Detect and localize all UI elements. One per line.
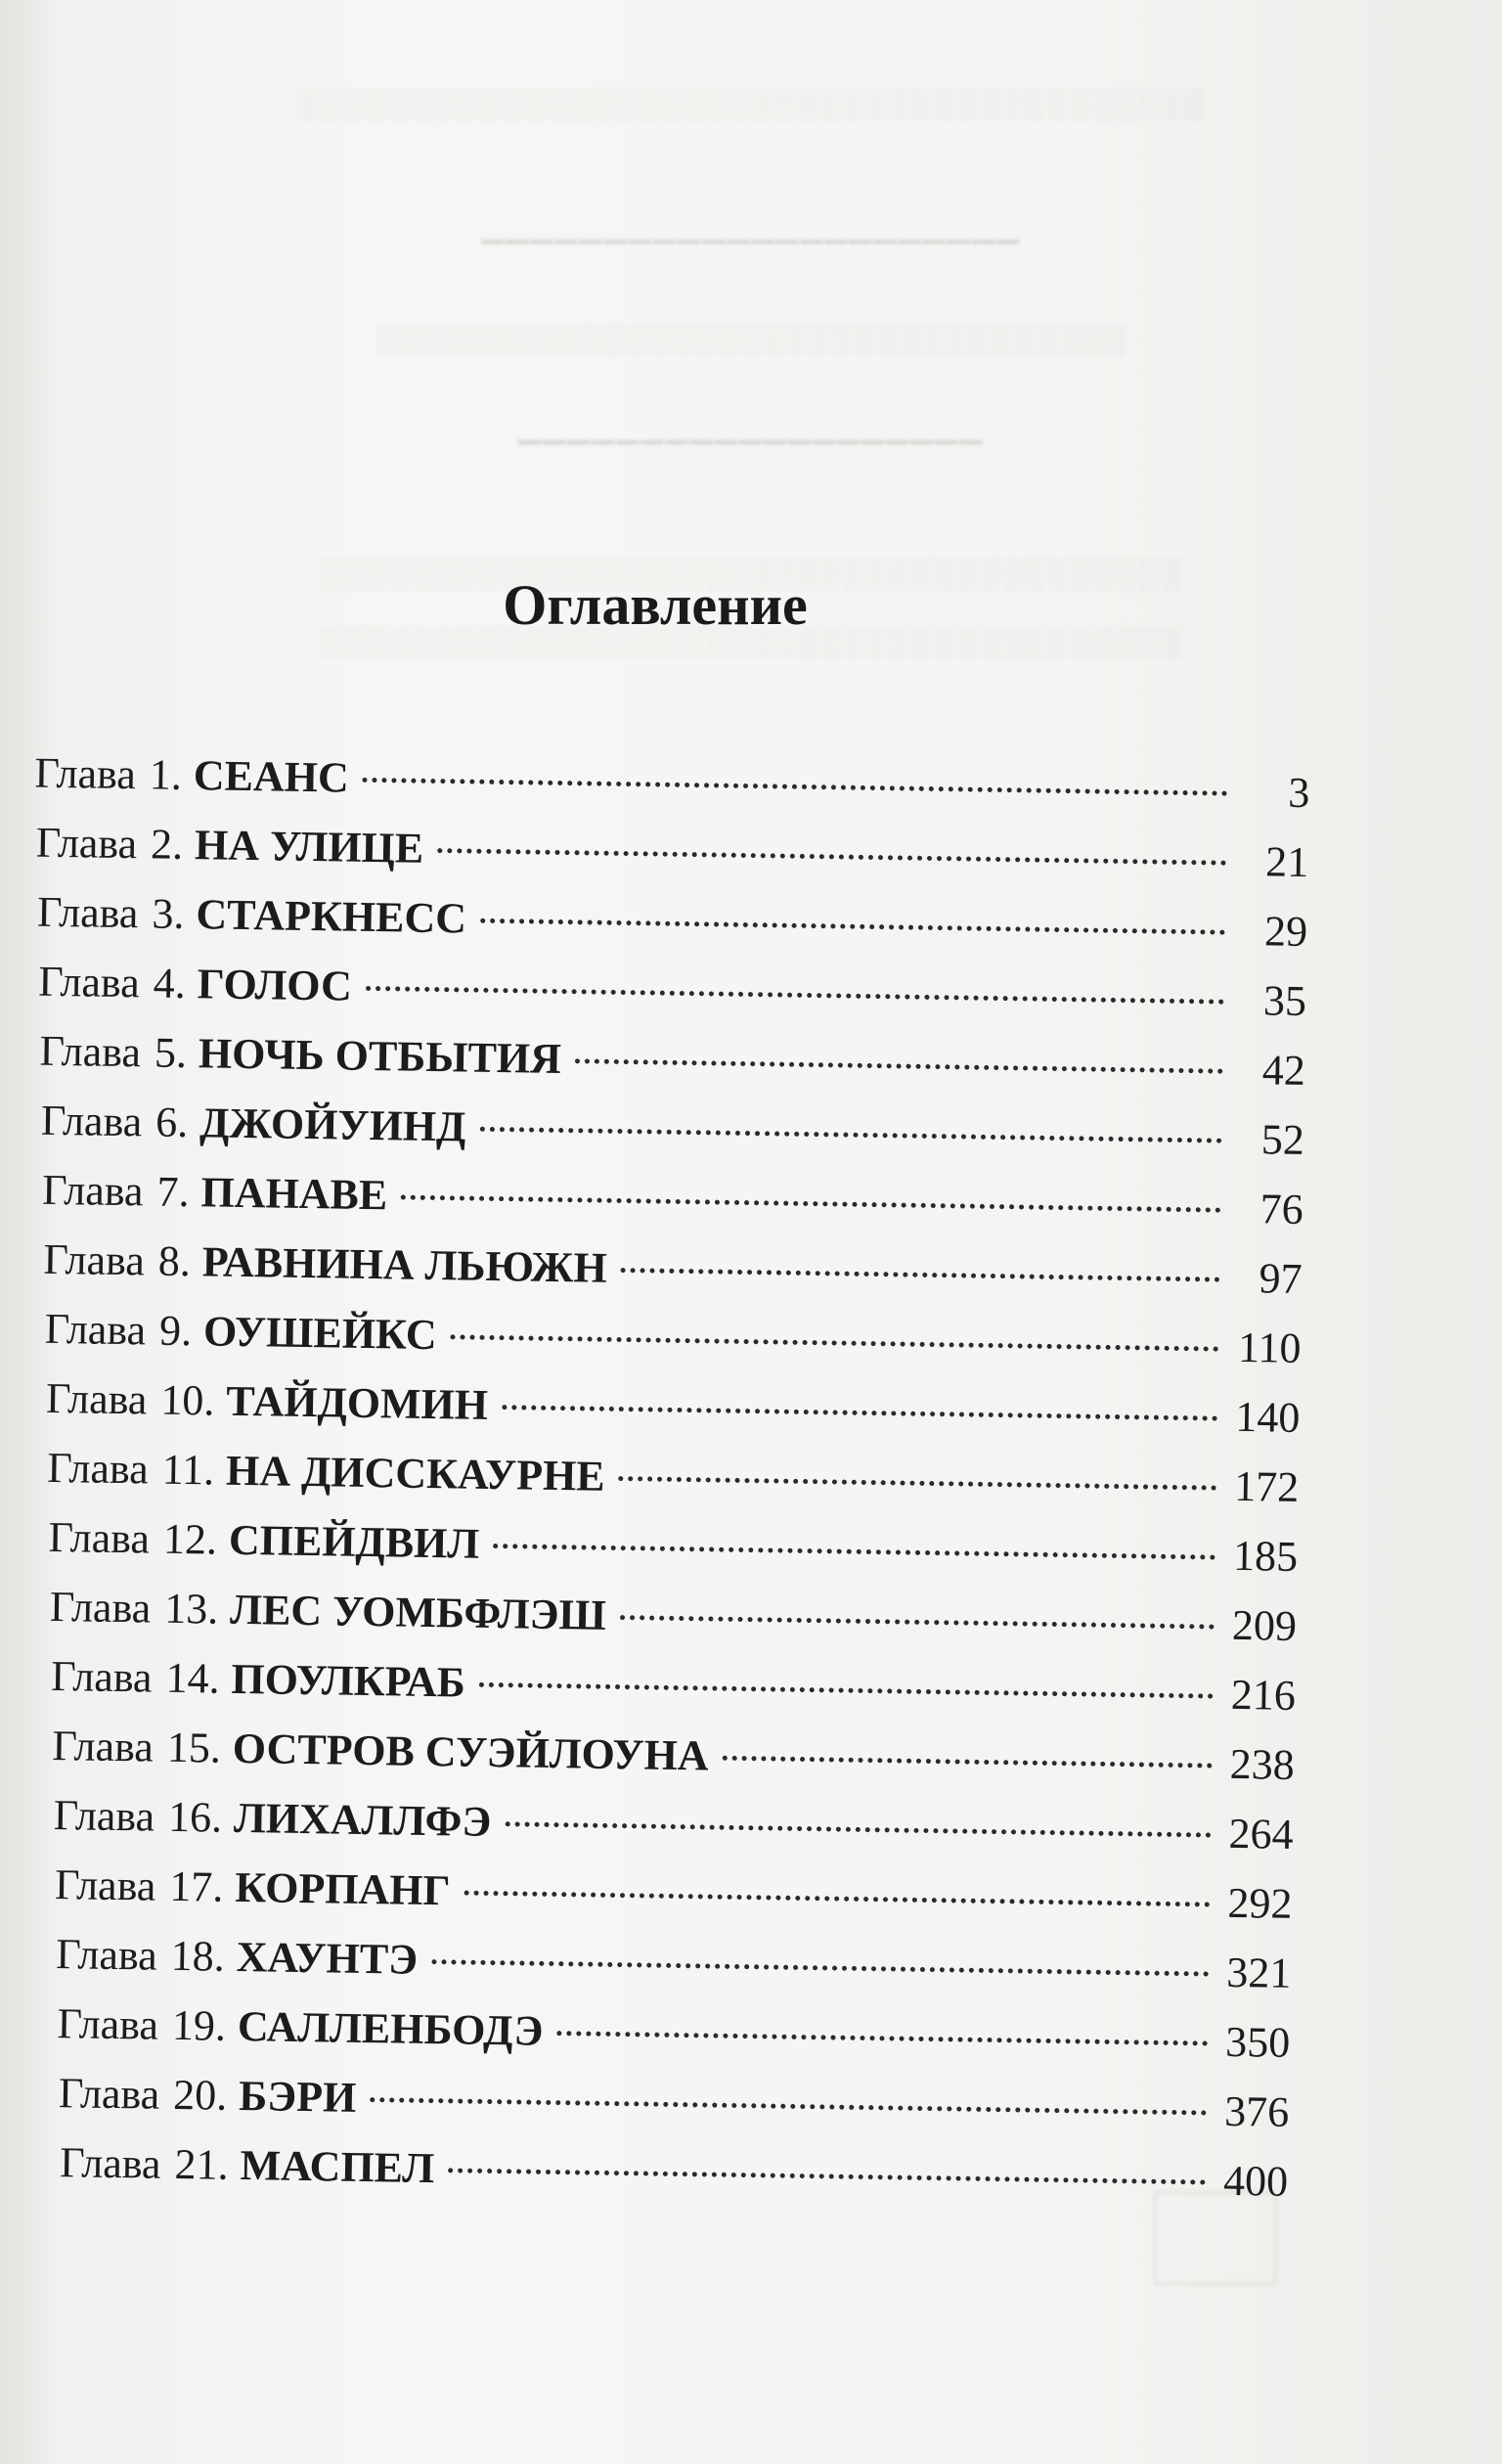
toc-entry — [52, 1717, 1295, 1795]
page-number: 3 — [1287, 768, 1310, 818]
dot-leader — [493, 1544, 1215, 1560]
toc-entry — [48, 1508, 1298, 1587]
chapter-title: ПАНАВЕ — [200, 1168, 388, 1220]
chapter-title: ГОЛОС — [197, 960, 353, 1010]
chapter-number: 15. — [166, 1723, 222, 1772]
toc-entry — [42, 1161, 1303, 1239]
page-number: 321 — [1226, 1948, 1292, 1997]
chapter-title: ОУШЕЙКС — [202, 1307, 438, 1360]
toc-entry — [43, 1231, 1303, 1309]
toc-entry — [56, 1925, 1292, 2003]
toc-entry — [51, 1647, 1297, 1725]
chapter-number: 20. — [172, 2070, 228, 2120]
chapter-word: Глава — [39, 1026, 142, 1077]
page-number: 140 — [1234, 1392, 1301, 1442]
toc-entry — [46, 1369, 1301, 1448]
toc-entry — [34, 744, 1310, 823]
toc-entry — [47, 1439, 1300, 1517]
dot-leader — [505, 1821, 1211, 1837]
chapter-word: Глава — [53, 1790, 155, 1841]
chapter-number: 1. — [149, 750, 183, 799]
toc-entry — [57, 1994, 1291, 2073]
chapter-word: Глава — [58, 2069, 160, 2119]
chapter-title: САЛЛЕНБОДЭ — [237, 2001, 544, 2055]
chapter-word: Глава — [52, 1721, 155, 1771]
chapter-number: 9. — [158, 1306, 193, 1356]
chapter-word: Глава — [55, 1930, 158, 1980]
dot-leader — [366, 986, 1224, 1005]
chapter-title: ЛИХАЛЛФЭ — [233, 1793, 492, 1847]
toc-entry — [44, 1300, 1302, 1378]
chapter-number: 6. — [155, 1098, 189, 1147]
dot-leader — [723, 1756, 1213, 1769]
chapter-number: 2. — [150, 820, 184, 869]
toc-entry — [55, 1856, 1293, 1934]
dot-leader — [464, 1891, 1210, 1907]
page-number: 42 — [1261, 1046, 1306, 1096]
dot-leader — [502, 1405, 1217, 1421]
page-number: 350 — [1224, 2017, 1291, 2067]
page-number: 292 — [1227, 1878, 1293, 1928]
chapter-word: Глава — [59, 2138, 161, 2188]
chapter-word: Глава — [44, 1304, 147, 1355]
page-number: 400 — [1222, 2156, 1289, 2206]
page-number: 29 — [1263, 907, 1308, 957]
chapter-title: ОСТРОВ СУЭЙЛОУНА — [232, 1724, 710, 1780]
page-number: 110 — [1237, 1322, 1302, 1372]
page-number: 172 — [1233, 1461, 1300, 1511]
dot-leader — [479, 1127, 1221, 1143]
toc-entry — [58, 2064, 1289, 2142]
chapter-title: КОРПАНГ — [235, 1862, 451, 1915]
chapter-title: СЕАНС — [193, 751, 350, 802]
toc-entry — [53, 1786, 1294, 1864]
chapter-title: НА УЛИЦЕ — [194, 821, 424, 873]
show-through-text: ░░░░░░░░░░░░░░░░░░░░░░░░░░░░░░░░░░░░░░░░ — [295, 88, 1207, 120]
chapter-number: 16. — [167, 1792, 223, 1842]
chapter-title: СПЕЙДВИЛ — [228, 1515, 480, 1568]
dot-leader — [431, 1959, 1209, 1976]
toc-entry — [60, 2133, 1289, 2212]
toc-entry — [39, 1022, 1305, 1100]
dot-leader — [448, 2168, 1206, 2184]
chapter-number: 4. — [153, 959, 187, 1008]
chapter-word: Глава — [36, 887, 139, 938]
show-through-text: ░░░░░░░░░░░░░░░░░░░░░░░░░░░░░░░░░░░░░░ — [319, 626, 1183, 658]
page-title: Оглавление — [503, 573, 808, 637]
page-number: 376 — [1223, 2086, 1290, 2136]
chapter-title: ЛЕС УОМБФЛЭШ — [229, 1585, 607, 1639]
toc-entry — [37, 883, 1308, 962]
chapter-word: Глава — [45, 1373, 148, 1424]
chapter-word: Глава — [54, 1860, 156, 1910]
dot-leader — [437, 848, 1226, 866]
page-number: 76 — [1259, 1185, 1304, 1233]
toc-entry — [38, 953, 1307, 1031]
dot-leader — [401, 1195, 1221, 1213]
chapter-number: 3. — [152, 889, 185, 938]
chapter-word: Глава — [57, 1999, 159, 2049]
toc-entry — [35, 814, 1308, 892]
chapter-title: ДЖОЙУИНД — [199, 1098, 466, 1151]
chapter-number: 14. — [165, 1653, 220, 1703]
show-through-text: ░░░░░░░░░░░░░░░░░░░░░░░░░░░░░░░░░ — [376, 323, 1126, 355]
chapter-title: НОЧЬ ОТБЫТИЯ — [198, 1029, 562, 1084]
chapter-number: 8. — [157, 1236, 192, 1286]
page-number: 238 — [1229, 1739, 1296, 1789]
chapter-title: ХАУНТЭ — [236, 1932, 419, 1984]
chapter-number: 13. — [163, 1584, 219, 1634]
dot-leader — [363, 778, 1228, 796]
chapter-number: 11. — [161, 1445, 215, 1495]
chapter-number: 12. — [162, 1514, 218, 1564]
chapter-word: Глава — [43, 1234, 146, 1285]
dot-leader — [556, 2031, 1208, 2045]
chapter-number: 21. — [174, 2139, 229, 2189]
chapter-word: Глава — [34, 748, 137, 799]
chapter-title: ТАЙДОМИН — [226, 1376, 489, 1429]
dot-leader — [619, 1476, 1217, 1491]
chapter-title: НА ДИССКАУРНЕ — [225, 1446, 606, 1501]
page-number: 185 — [1232, 1531, 1299, 1581]
chapter-title: БЭРИ — [238, 2072, 357, 2122]
chapter-word: Глава — [49, 1582, 152, 1633]
dot-leader — [621, 1268, 1220, 1282]
chapter-number: 10. — [160, 1375, 215, 1425]
toc-entry — [49, 1578, 1297, 1656]
chapter-word: Глава — [40, 1096, 143, 1146]
page-number: 21 — [1264, 837, 1309, 887]
page-number: 35 — [1262, 976, 1307, 1026]
chapter-word: Глава — [48, 1512, 151, 1563]
show-through-text: ░░░░░░░░░░░░░░░░░░░░░░░░░░░░░░░░░░░░░░ — [319, 558, 1183, 590]
dot-leader — [451, 1334, 1219, 1351]
page-number: 264 — [1228, 1809, 1295, 1859]
chapter-title: ПОУЛКРАБ — [231, 1654, 466, 1707]
dot-leader — [575, 1058, 1223, 1073]
chapter-number: 5. — [154, 1028, 188, 1078]
dot-leader — [370, 2097, 1207, 2115]
chapter-number: 19. — [171, 2000, 227, 2050]
chapter-word: Глава — [46, 1443, 150, 1494]
chapter-number: 18. — [170, 1931, 226, 1981]
chapter-title: СТАРКНЕСС — [196, 890, 467, 943]
chapter-word: Глава — [41, 1165, 144, 1216]
table-of-contents — [0, 743, 1502, 2206]
dot-leader — [480, 918, 1225, 935]
chapter-title: РАВНИНА ЛЬЮЖН — [201, 1237, 608, 1292]
page-number: 216 — [1230, 1670, 1297, 1720]
dot-leader — [479, 1682, 1214, 1699]
chapter-word: Глава — [35, 818, 138, 869]
chapter-word: Глава — [37, 957, 141, 1008]
chapter-word: Глава — [50, 1651, 153, 1702]
chapter-number: 7. — [156, 1167, 190, 1217]
page-number: 97 — [1259, 1254, 1303, 1303]
toc-entry — [40, 1092, 1304, 1170]
show-through-text: ▁▁▁▁▁▁▁▁▁▁▁▁▁▁▁▁▁▁▁▁▁▁ — [481, 211, 1021, 244]
page-number: 209 — [1231, 1600, 1298, 1650]
chapter-title: МАСПЕЛ — [240, 2141, 435, 2193]
chapter-number: 17. — [169, 1861, 224, 1911]
show-through-text: ▁▁▁▁▁▁▁▁▁▁▁▁▁▁▁▁▁▁▁ — [517, 412, 985, 444]
page-number: 52 — [1260, 1115, 1305, 1164]
dot-leader — [620, 1615, 1215, 1630]
